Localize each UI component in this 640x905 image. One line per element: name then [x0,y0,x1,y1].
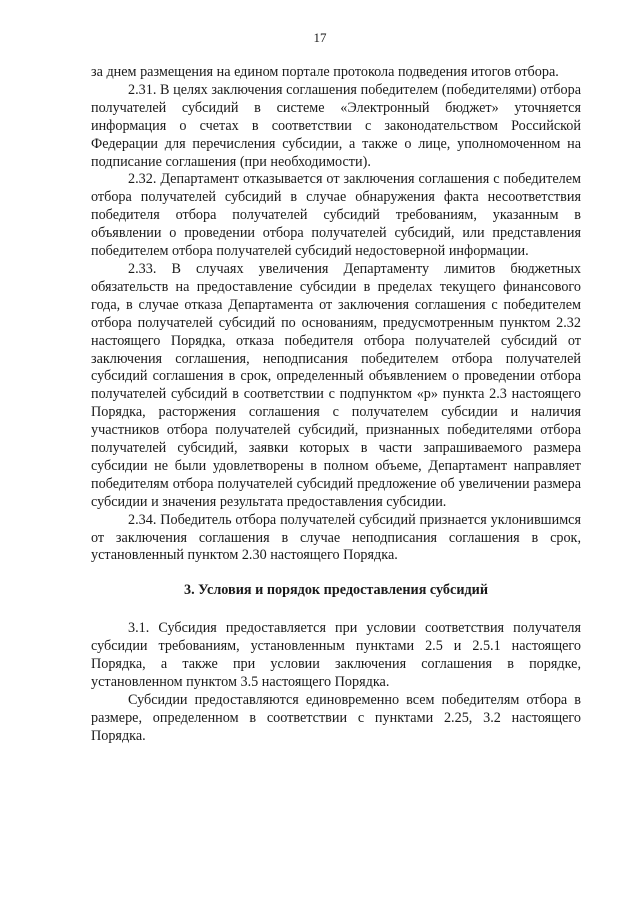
paragraph-2-31: 2.31. В целях заключения соглашения победителем (победителями) отбора получателей субсидий в системе «Электронный бюджет» уточняется информация о счетах в соответствии с законодательством Российской Федерации для перечисления субсидии, а также о лице, уполномоченном на подписание соглашения (при необходимости). [91,81,581,170]
paragraph-2-32: 2.32. Департамент отказывается от заключения соглашения с победителем отбора получателей субсидий в случае обнаружения факта несоответствия победителя отбора получателей субсидий требованиям, указанным в объявлении о проведении отбора получателей субсидий, или представления победителем отбора получателей субсидий недостоверной информации. [91,171,581,260]
paragraph-continuation: за днем размещения на едином портале протокола подведения итогов отбора. [91,64,559,80]
paragraph-2-34: 2.34. Победитель отбора получателей субсидий признается уклонившимся от заключения соглашения в случае неподписания соглашения в срок, установленный пунктом 2.30 настоящего Порядка. [91,511,581,564]
section-heading-3: 3. Условия и порядок предоставления субсидий [183,582,489,599]
document-body [91,64,581,746]
paragraph-2-33: 2.33. В случаях увеличения Департаменту лимитов бюджетных обязательств на предоставление субсидии в пределах текущего финансового года, в случае отказа Департамента от заключения соглашения с победителем отбора получателей субсидий по основаниям, предусмотренным пунктом 2.32 настоящего Порядка, отказа победителя отбора получателей субсидий от заключения соглашения, неподписания победителем отбора получателей субсидий соглашения в срок, определенный объявлением о проведении отбора получателей субсидий в соответствии с подпунктом «р» пункта 2.3 настоящего Порядка, расторжения соглашения с получателем субсидии и наличия участников отбора получателей субсидий, признанных победителями отбора получателей субсидий, заявки которых в части запрашиваемого размера субсидии не были удовлетворены в полном объеме, Департамент направляет победителям отбора получателей субсидий предложение об увеличении размера субсидии и значения результата предоставления субсидии. [91,260,581,510]
paragraph-3-1-continued: Субсидии предоставляются единовременно всем победителям отбора в размере, определенном в соответствии с пунктами 2.25, 3.2 настоящего Порядка. [91,691,581,744]
paragraph-3-1: 3.1. Субсидия предоставляется при условии соответствия получателя субсидии требованиям, установленным пунктами 2.5 и 2.5.1 настоящего Порядка, а также при условии заключения соглашения в порядке, установленном пунктом 3.5 настоящего Порядка. [91,620,581,690]
page-number: 17 [313,30,327,45]
